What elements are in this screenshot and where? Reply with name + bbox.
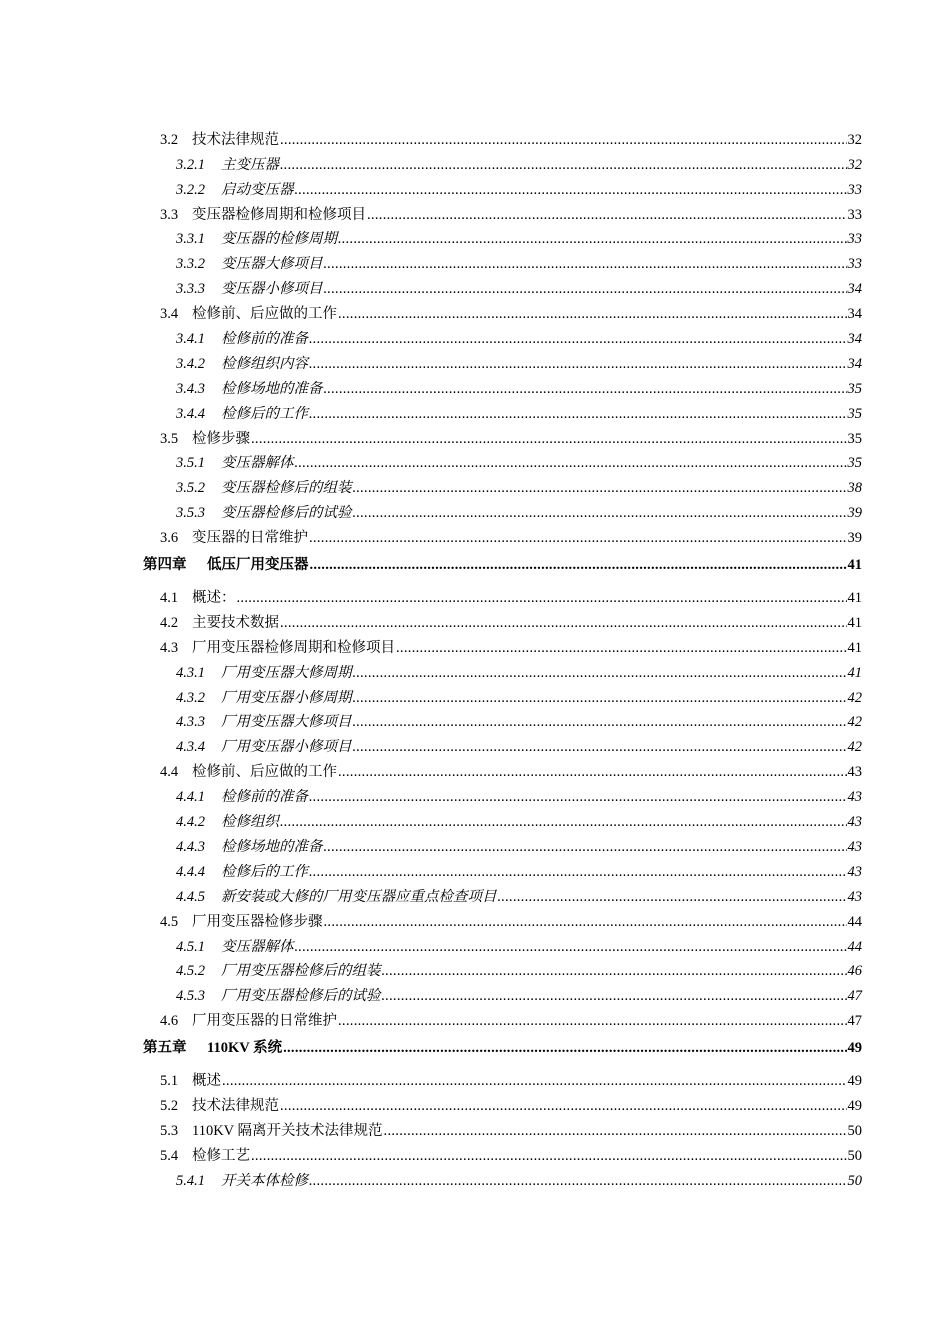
- toc-entry-number: 4.3.3: [176, 714, 205, 731]
- toc-entry-heading: [160, 1122, 383, 1140]
- toc-page-number: 33: [847, 206, 862, 223]
- toc-entry-number: 5.4.1: [176, 1172, 205, 1189]
- toc-entry-heading: [160, 614, 279, 632]
- toc-subsection-entry[interactable]: [0, 348, 950, 373]
- toc-entry-title: 变压器解体: [221, 455, 294, 472]
- dot-leader: [353, 664, 847, 682]
- toc-entry-title: 厂用变压器大修项目: [221, 714, 352, 731]
- dot-leader: [338, 763, 847, 781]
- toc-section-entry[interactable]: [0, 1090, 950, 1115]
- toc-subsection-entry[interactable]: [0, 448, 950, 473]
- toc-page-number: 47: [847, 1013, 862, 1030]
- toc-subsection-entry[interactable]: [0, 781, 950, 806]
- toc-entry-title: 变压器检修后的组装: [221, 480, 352, 497]
- toc-entry-title: 主变压器: [221, 156, 279, 173]
- toc-entry-title: 技术法律规范: [192, 1097, 279, 1114]
- toc-entry-title: 开关本体检修: [221, 1172, 308, 1189]
- toc-page-number: 43: [847, 764, 862, 781]
- toc-entry-title: 变压器的检修周期: [221, 231, 337, 248]
- toc-entry-title: 变压器解体: [221, 938, 294, 955]
- toc-entry-title: 检修场地的准备: [221, 838, 323, 855]
- dot-leader: [309, 355, 847, 373]
- toc-entry-number: 4.6: [160, 1013, 179, 1030]
- dot-leader: [353, 738, 847, 756]
- toc-entry-number: 3.3.3: [176, 281, 205, 298]
- dot-leader: [324, 913, 847, 931]
- toc-page-number: 34: [847, 355, 862, 372]
- toc-entry-number: 4.5: [160, 913, 179, 930]
- toc-subsection-entry[interactable]: [0, 174, 950, 199]
- toc-page-number: 34: [847, 281, 862, 298]
- dot-leader: [396, 639, 847, 657]
- toc-page-number: 32: [847, 156, 862, 173]
- dot-leader: [309, 405, 847, 423]
- toc-subsection-entry[interactable]: [0, 398, 950, 423]
- toc-page-number: 32: [847, 131, 862, 148]
- toc-page-number: 34: [847, 331, 862, 348]
- dot-leader: [295, 181, 847, 199]
- dot-leader: [353, 689, 847, 707]
- toc-entry-number: 3.4.2: [176, 355, 205, 372]
- toc-section-entry[interactable]: [0, 298, 950, 323]
- toc-entry-number: 5.3: [160, 1122, 179, 1139]
- toc-page-number: 42: [847, 739, 862, 756]
- toc-section-entry[interactable]: [0, 1005, 950, 1030]
- toc-subsection-entry[interactable]: [0, 956, 950, 981]
- toc-entry-title: 检修后的工作: [221, 405, 308, 422]
- toc-entry-number: 5.2: [160, 1097, 179, 1114]
- toc-page-number: 41: [847, 556, 862, 573]
- toc-entry-heading: [176, 888, 497, 906]
- toc-entry-number: 3.2.1: [176, 156, 205, 173]
- toc-entry-number: 4.5.3: [176, 988, 205, 1005]
- toc-page-number: 41: [847, 639, 862, 656]
- toc-page-number: 35: [847, 405, 862, 422]
- dot-leader: [338, 305, 847, 323]
- dot-leader: [309, 330, 847, 348]
- dot-leader: [324, 255, 847, 273]
- dot-leader: [251, 1147, 847, 1165]
- toc-page-number: 35: [847, 455, 862, 472]
- toc-entry-heading: [176, 738, 352, 756]
- dot-leader: [382, 987, 847, 1005]
- toc-entry-number: 4.4.5: [176, 888, 205, 905]
- toc-entry-heading: [160, 589, 236, 607]
- toc-subsection-entry[interactable]: [0, 323, 950, 348]
- dot-leader: [384, 1122, 847, 1140]
- toc-entry-title: 检修工艺: [192, 1147, 250, 1164]
- toc-entry-heading: [176, 280, 323, 298]
- toc-entry-heading: [176, 962, 381, 980]
- toc-entry-title: 110KV 系统: [207, 1039, 283, 1056]
- toc-entry-heading: [160, 913, 323, 931]
- toc-entry-title: 变压器检修周期和检修项目: [192, 206, 366, 223]
- table-of-contents: [0, 124, 950, 1190]
- toc-page-number: 44: [847, 913, 862, 930]
- toc-subsection-entry[interactable]: [0, 373, 950, 398]
- toc-entry-heading: [160, 639, 395, 657]
- toc-entry-number: 3.3.1: [176, 231, 205, 248]
- toc-page-number: 50: [847, 1147, 862, 1164]
- toc-entry-heading: [176, 330, 308, 348]
- toc-entry-title: 主要技术数据: [192, 614, 279, 631]
- toc-entry-heading: [176, 405, 308, 423]
- toc-subsection-entry[interactable]: [0, 472, 950, 497]
- toc-entry-heading: [143, 1039, 282, 1057]
- toc-entry-heading: [176, 1172, 308, 1190]
- toc-entry-heading: [176, 713, 352, 731]
- toc-entry-heading: [176, 689, 352, 707]
- toc-entry-heading: [176, 454, 294, 472]
- dot-leader: [295, 454, 847, 472]
- toc-entry-number: 3.5.1: [176, 455, 205, 472]
- toc-entry-heading: [160, 529, 308, 547]
- toc-section-entry[interactable]: [0, 124, 950, 149]
- toc-chapter-entry[interactable]: [0, 547, 950, 582]
- dot-leader: [295, 938, 847, 956]
- toc-entry-number: 第四章: [143, 556, 187, 573]
- toc-section-entry[interactable]: [0, 522, 950, 547]
- toc-entry-heading: [176, 788, 308, 806]
- toc-page-number: 43: [847, 838, 862, 855]
- toc-page-number: 33: [847, 181, 862, 198]
- toc-entry-number: 3.4.4: [176, 405, 205, 422]
- toc-entry-heading: [176, 938, 294, 956]
- toc-page-number: 43: [847, 863, 862, 880]
- dot-leader: [280, 131, 847, 149]
- dot-leader: [338, 230, 847, 248]
- toc-subsection-entry[interactable]: [0, 657, 950, 682]
- toc-entry-title: 厂用变压器大修周期: [221, 664, 352, 681]
- toc-page-number: 50: [847, 1122, 862, 1139]
- toc-entry-heading: [160, 1072, 221, 1090]
- toc-entry-number: 4.4.3: [176, 838, 205, 855]
- dot-leader: [324, 380, 847, 398]
- toc-subsection-entry[interactable]: [0, 707, 950, 732]
- toc-entry-title: 检修场地的准备: [221, 380, 323, 397]
- toc-entry-title: 厂用变压器检修步骤: [192, 913, 323, 930]
- toc-page-number: 44: [847, 938, 862, 955]
- toc-entry-title: 厂用变压器检修周期和检修项目: [192, 639, 395, 656]
- toc-entry-title: 新安装或大修的厂用变压器应重点检查项目: [221, 888, 497, 905]
- toc-entry-heading: [176, 504, 352, 522]
- toc-subsection-entry[interactable]: [0, 149, 950, 174]
- toc-entry-heading: [160, 305, 337, 323]
- toc-entry-heading: [176, 813, 279, 831]
- toc-entry-title: 厂用变压器小修周期: [221, 689, 352, 706]
- toc-entry-title: 检修后的工作: [221, 863, 308, 880]
- toc-entry-title: 技术法律规范: [192, 131, 279, 148]
- toc-entry-heading: [176, 156, 279, 174]
- toc-page-number: 39: [847, 505, 862, 522]
- toc-subsection-entry[interactable]: [0, 931, 950, 956]
- toc-page-number: 42: [847, 689, 862, 706]
- toc-entry-title: 检修步骤: [192, 430, 250, 447]
- toc-entry-number: 3.4: [160, 306, 179, 323]
- toc-subsection-entry[interactable]: [0, 856, 950, 881]
- toc-entry-number: 4.4.4: [176, 863, 205, 880]
- toc-entry-title: 低压厂用变压器: [207, 556, 309, 573]
- toc-entry-number: 3.5: [160, 430, 179, 447]
- toc-entry-number: 3.5.2: [176, 480, 205, 497]
- toc-entry-number: 3.5.3: [176, 505, 205, 522]
- toc-subsection-entry[interactable]: [0, 682, 950, 707]
- toc-page-number: 34: [847, 306, 862, 323]
- dot-leader: [324, 280, 847, 298]
- toc-page-number: 47: [847, 988, 862, 1005]
- toc-entry-number: 4.3.2: [176, 689, 205, 706]
- toc-entry-title: 检修前的准备: [221, 331, 308, 348]
- toc-entry-number: 3.3: [160, 206, 179, 223]
- toc-entry-title: 概述: [192, 1073, 221, 1090]
- toc-entry-heading: [176, 987, 381, 1005]
- toc-entry-title: 厂用变压器的日常维护: [192, 1013, 337, 1030]
- toc-entry-title: 变压器的日常维护: [192, 530, 308, 547]
- toc-entry-number: 4.4.2: [176, 814, 205, 831]
- toc-entry-number: 4.5.1: [176, 938, 205, 955]
- toc-entry-number: 第五章: [143, 1039, 187, 1056]
- dot-leader: [498, 888, 847, 906]
- toc-entry-heading: [176, 380, 323, 398]
- dot-leader: [251, 430, 847, 448]
- toc-section-entry[interactable]: [0, 423, 950, 448]
- dot-leader: [237, 589, 847, 607]
- dot-leader: [382, 962, 847, 980]
- toc-entry-heading: [176, 479, 352, 497]
- toc-section-entry[interactable]: [0, 1115, 950, 1140]
- toc-entry-heading: [176, 255, 323, 273]
- toc-chapter-entry[interactable]: [0, 1030, 950, 1065]
- toc-entry-heading: [160, 430, 250, 448]
- toc-entry-number: 4.3.4: [176, 739, 205, 756]
- toc-page-number: 43: [847, 814, 862, 831]
- toc-entry-title: 110KV 隔离开关技术法律规范: [192, 1122, 383, 1139]
- dot-leader: [280, 1097, 847, 1115]
- toc-entry-number: 3.4.1: [176, 331, 205, 348]
- dot-leader: [353, 504, 847, 522]
- toc-entry-heading: [176, 355, 308, 373]
- toc-page-number: 49: [847, 1039, 862, 1056]
- toc-section-entry[interactable]: [0, 1065, 950, 1090]
- dot-leader: [353, 479, 847, 497]
- toc-entry-title: 启动变压器: [221, 181, 294, 198]
- toc-page-number: 38: [847, 480, 862, 497]
- toc-subsection-entry[interactable]: [0, 248, 950, 273]
- toc-page-number: 42: [847, 714, 862, 731]
- toc-entry-heading: [176, 664, 352, 682]
- toc-entry-heading: [160, 1147, 250, 1165]
- toc-entry-title: 厂用变压器检修后的试验: [221, 988, 381, 1005]
- toc-entry-title: 检修前、后应做的工作: [192, 764, 337, 781]
- dot-leader: [353, 713, 847, 731]
- toc-entry-title: 检修组织: [221, 814, 279, 831]
- toc-section-entry[interactable]: [0, 582, 950, 607]
- dot-leader: [309, 529, 847, 547]
- toc-entry-heading: [176, 181, 294, 199]
- toc-entry-number: 4.5.2: [176, 963, 205, 980]
- dot-leader: [324, 838, 847, 856]
- toc-entry-title: 概述：: [192, 590, 236, 607]
- toc-section-entry[interactable]: [0, 756, 950, 781]
- toc-entry-number: 3.3.2: [176, 256, 205, 273]
- toc-entry-number: 3.2: [160, 131, 179, 148]
- toc-page-number: 33: [847, 231, 862, 248]
- toc-entry-title: 变压器大修项目: [221, 256, 323, 273]
- toc-subsection-entry[interactable]: [0, 731, 950, 756]
- dot-leader: [283, 1039, 846, 1057]
- dot-leader: [280, 813, 847, 831]
- dot-leader: [309, 1172, 847, 1190]
- toc-entry-title: 厂用变压器小修项目: [221, 739, 352, 756]
- dot-leader: [309, 788, 847, 806]
- toc-entry-heading: [160, 1012, 337, 1030]
- toc-entry-number: 3.6: [160, 530, 179, 547]
- toc-page-number: 33: [847, 256, 862, 273]
- dot-leader: [280, 156, 847, 174]
- toc-page-number: 35: [847, 430, 862, 447]
- toc-entry-number: 4.2: [160, 614, 179, 631]
- toc-entry-number: 4.3: [160, 639, 179, 656]
- toc-entry-number: 5.4: [160, 1147, 179, 1164]
- toc-entry-title: 检修前的准备: [221, 789, 308, 806]
- dot-leader: [309, 863, 847, 881]
- toc-page-number: 49: [847, 1097, 862, 1114]
- toc-page-number: 50: [847, 1172, 862, 1189]
- toc-subsection-entry[interactable]: [0, 273, 950, 298]
- toc-entry-number: 4.4.1: [176, 789, 205, 806]
- toc-section-entry[interactable]: [0, 632, 950, 657]
- toc-entry-number: 3.2.2: [176, 181, 205, 198]
- toc-entry-title: 变压器检修后的试验: [221, 505, 352, 522]
- toc-section-entry[interactable]: [0, 1140, 950, 1165]
- dot-leader: [222, 1072, 847, 1090]
- toc-page-number: 41: [847, 664, 862, 681]
- toc-entry-heading: [160, 763, 337, 781]
- toc-subsection-entry[interactable]: [0, 881, 950, 906]
- toc-subsection-entry[interactable]: [0, 980, 950, 1005]
- toc-entry-number: 4.4: [160, 764, 179, 781]
- toc-page-number: 43: [847, 789, 862, 806]
- toc-page-number: 43: [847, 888, 862, 905]
- toc-entry-title: 检修前、后应做的工作: [192, 306, 337, 323]
- toc-entry-heading: [160, 206, 366, 224]
- toc-entry-heading: [143, 556, 309, 574]
- toc-entry-title: 变压器小修项目: [221, 281, 323, 298]
- toc-section-entry[interactable]: [0, 906, 950, 931]
- toc-entry-heading: [160, 131, 279, 149]
- toc-entry-number: 4.3.1: [176, 664, 205, 681]
- dot-leader: [338, 1012, 847, 1030]
- dot-leader: [280, 614, 847, 632]
- toc-page-number: 49: [847, 1073, 862, 1090]
- toc-page-number: 41: [847, 614, 862, 631]
- toc-page-number: 46: [847, 963, 862, 980]
- toc-subsection-entry[interactable]: [0, 497, 950, 522]
- toc-entry-title: 厂用变压器检修后的组装: [221, 963, 381, 980]
- toc-entry-number: 5.1: [160, 1073, 179, 1090]
- toc-page-number: 35: [847, 380, 862, 397]
- toc-entry-number: 3.4.3: [176, 380, 205, 397]
- toc-subsection-entry[interactable]: [0, 224, 950, 249]
- toc-section-entry[interactable]: [0, 607, 950, 632]
- toc-entry-heading: [160, 1097, 279, 1115]
- toc-entry-heading: [176, 863, 308, 881]
- toc-entry-number: 4.1: [160, 590, 179, 607]
- dot-leader: [310, 556, 847, 574]
- dot-leader: [367, 206, 847, 224]
- toc-subsection-entry[interactable]: [0, 831, 950, 856]
- toc-entry-heading: [176, 838, 323, 856]
- toc-entry-title: 检修组织内容: [221, 355, 308, 372]
- toc-subsection-entry[interactable]: [0, 1165, 950, 1190]
- toc-subsection-entry[interactable]: [0, 806, 950, 831]
- toc-page-number: 41: [847, 590, 862, 607]
- toc-section-entry[interactable]: [0, 199, 950, 224]
- toc-entry-heading: [176, 230, 337, 248]
- toc-page-number: 39: [847, 530, 862, 547]
